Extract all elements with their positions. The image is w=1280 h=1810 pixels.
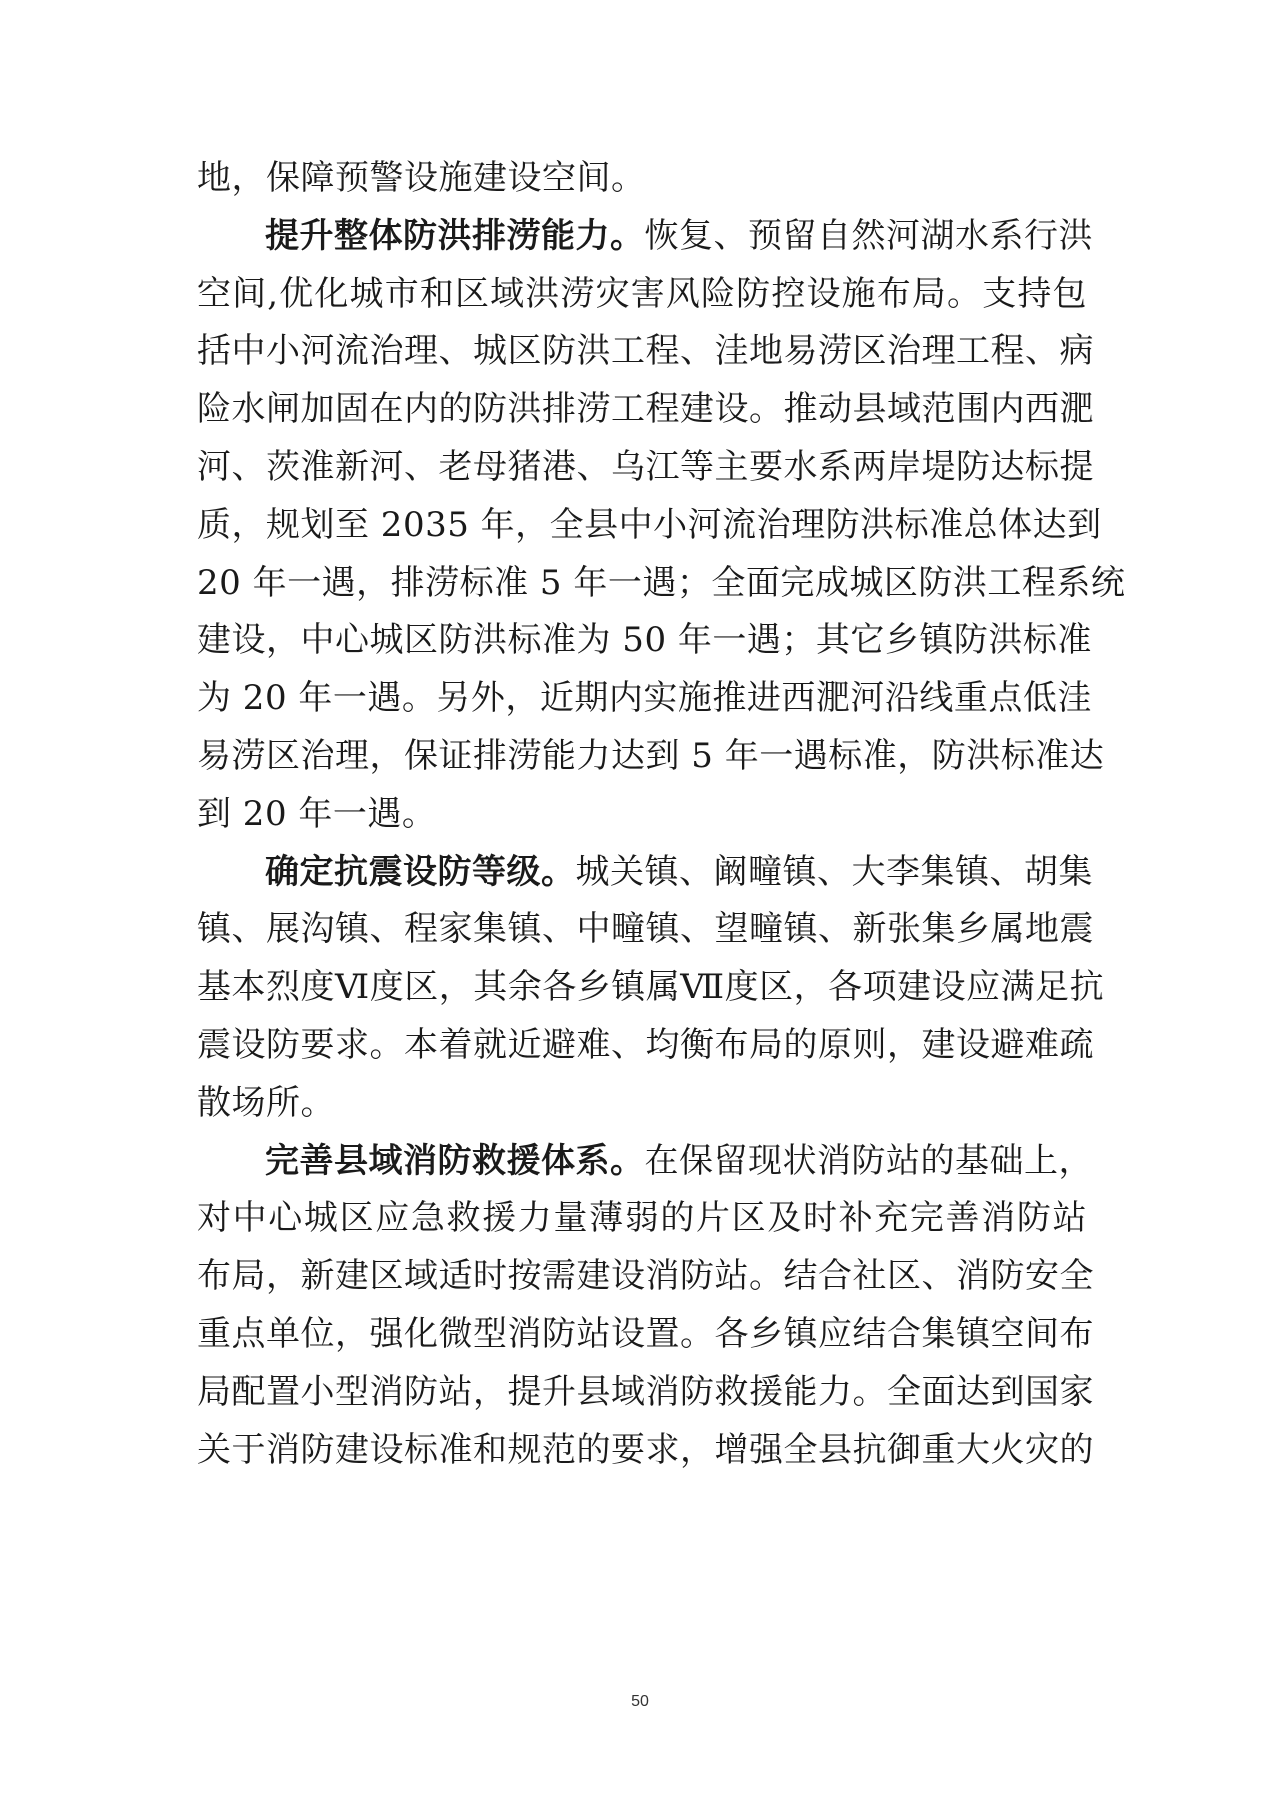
line-text: 恢复、预留自然河湖水系行洪 bbox=[644, 216, 1093, 256]
text-line bbox=[197, 1372, 1094, 1412]
line-text: 为 20 年一遇。另外，近期内实施推进西淝河沿线重点低洼 bbox=[197, 678, 1092, 718]
text-line bbox=[197, 505, 1102, 545]
line-text: 地，保障预警设施建设空间。 bbox=[197, 158, 646, 198]
page-number: 50 bbox=[631, 1693, 649, 1710]
line-text: 20 年一遇，排涝标准 5 年一遇；全面完成城区防洪工程系统 bbox=[197, 563, 1126, 603]
line-text: 镇、展沟镇、程家集镇、中疃镇、望疃镇、新张集乡属地震 bbox=[197, 909, 1094, 949]
line-text: 在保留现状消防站的基础上， bbox=[644, 1141, 1093, 1181]
line-text: 易涝区治理，保证排涝能力达到 5 年一遇标准，防洪标准达 bbox=[197, 736, 1105, 776]
line-text: 震设防要求。本着就近避难、均衡布局的原则，建设避难疏 bbox=[197, 1025, 1094, 1065]
text-line bbox=[197, 1083, 1087, 1123]
text-line bbox=[265, 852, 1093, 892]
text-line bbox=[197, 794, 1087, 834]
line-text: 关于消防建设标准和规范的要求，增强全县抗御重大火灾的 bbox=[197, 1430, 1094, 1470]
text-line bbox=[197, 620, 1092, 660]
text-line bbox=[197, 447, 1094, 487]
text-line bbox=[265, 216, 1093, 256]
text-line bbox=[197, 563, 1126, 603]
line-text: 基本烈度Ⅵ度区，其余各乡镇属Ⅶ度区，各项建设应满足抗 bbox=[197, 967, 1105, 1007]
line-text: 重点单位，强化微型消防站设置。各乡镇应结合集镇空间布 bbox=[197, 1314, 1094, 1354]
line-text: 河、茨淮新河、老母猪港、乌江等主要水系两岸堤防达标提 bbox=[197, 447, 1094, 487]
text-line bbox=[197, 1025, 1094, 1065]
text-line bbox=[197, 158, 1087, 198]
text-line bbox=[197, 1256, 1094, 1296]
line-text: 布局，新建区域适时按需建设消防站。结合社区、消防安全 bbox=[197, 1256, 1094, 1296]
text-line bbox=[197, 967, 1105, 1007]
line-text: 散场所。 bbox=[197, 1083, 335, 1123]
line-text: 城关镇、阚疃镇、大李集镇、胡集 bbox=[575, 852, 1093, 892]
text-line bbox=[197, 1314, 1094, 1354]
text-line bbox=[197, 909, 1094, 949]
text-line bbox=[197, 1198, 1087, 1238]
line-text: 空间,优化城市和区域洪涝灾害风险防控设施布局。支持包 bbox=[197, 274, 1087, 314]
text-line bbox=[197, 1430, 1094, 1470]
text-line bbox=[197, 331, 1094, 371]
line-text: 括中小河流治理、城区防洪工程、洼地易涝区治理工程、病 bbox=[197, 331, 1094, 371]
paragraph-heading: 提升整体防洪排涝能力。 bbox=[265, 216, 645, 256]
paragraph-heading: 完善县域消防救援体系。 bbox=[265, 1141, 645, 1181]
line-text: 到 20 年一遇。 bbox=[197, 794, 437, 834]
line-text: 建设，中心城区防洪标准为 50 年一遇；其它乡镇防洪标准 bbox=[197, 620, 1092, 660]
paragraph-heading: 确定抗震设防等级。 bbox=[265, 852, 576, 892]
text-line bbox=[197, 678, 1092, 718]
text-line bbox=[197, 389, 1094, 429]
line-text: 对中心城区应急救援力量薄弱的片区及时补充完善消防站 bbox=[197, 1198, 1087, 1238]
line-text: 险水闸加固在内的防洪排涝工程建设。推动县域范围内西淝 bbox=[197, 389, 1094, 429]
line-text: 局配置小型消防站，提升县域消防救援能力。全面达到国家 bbox=[197, 1372, 1094, 1412]
text-line bbox=[265, 1141, 1093, 1181]
line-text: 质，规划至 2035 年，全县中小河流治理防洪标准总体达到 bbox=[197, 505, 1102, 545]
text-line bbox=[197, 274, 1087, 314]
text-line bbox=[197, 736, 1105, 776]
